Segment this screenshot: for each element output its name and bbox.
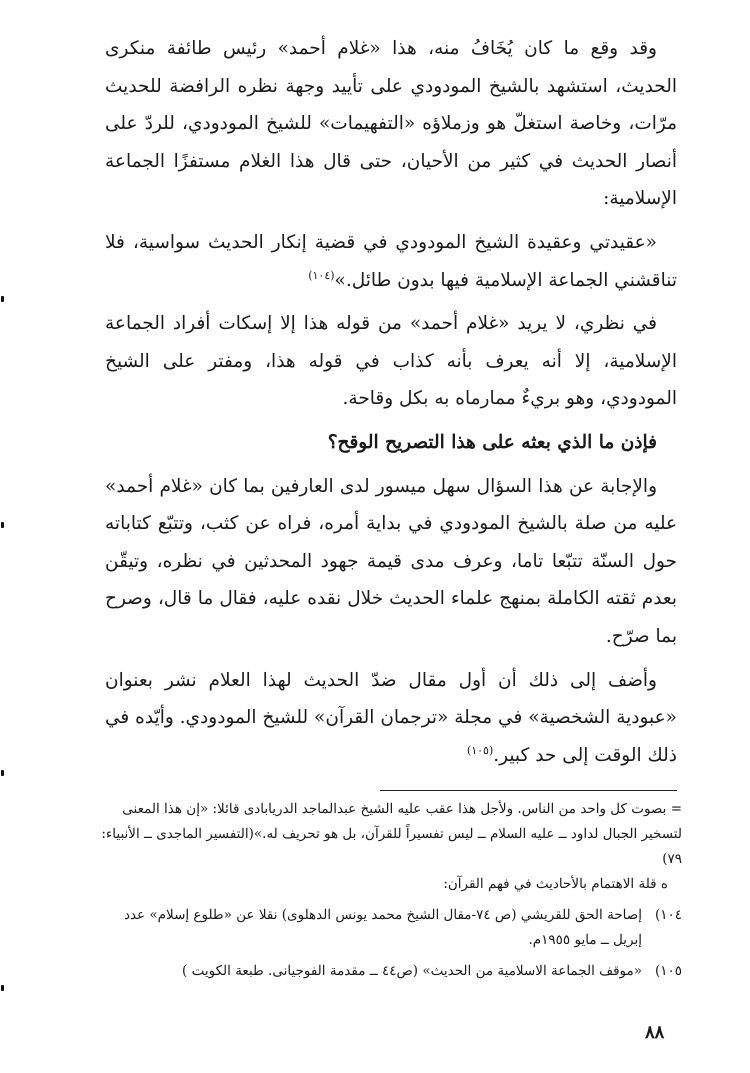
quote-text: «عقيدتي وعقيدة الشيخ المودودي في قضية إنكار الحديث سواسية، فلا تناقشني الجماعة الإسلامية فيها بدون طائل.» bbox=[105, 231, 677, 291]
ref-104: (١٠٤) bbox=[308, 268, 335, 282]
footnote-continued: = بصوت كل واحد من الناس. ولأجل هذا عقب عليه الشيخ عبدالماجد الدريابادى قائلا: «إن هذا المعنى لتسخير الجبال لداود ــ عليه السلام ــ ليس تفسيراً للقرآن، بل هو تحريف له.»(التفسير الماجدى ــ الأنبياء: ٧٩) bbox=[101, 801, 682, 867]
paragraph-answer: والإجابة عن هذا السؤال سهل ميسور لدى العارفين بما كان «غلام أحمد» عليه من صلة بالشيخ المودودي في بداية أمره، فراه عن كثب، وتتبّع كتاباته حول السنّة تتبّعا تاما، وعرف مدى قيمة جهود المحدثين في نظره، وتيقّن بعدم ثقته الكاملة بمنهج علماء الحديث خلال نقده عليه، فقال ما قال، وصرح بما صرّح. bbox=[105, 475, 677, 647]
page-number: ٨٨ bbox=[645, 1022, 665, 1043]
footnotes bbox=[95, 797, 682, 984]
paragraph-addition bbox=[105, 662, 677, 775]
paragraph-opinion: في نظري، لا يريد «غلام أحمد» من قوله هذا إلا إسكات أفراد الجماعة الإسلامية، إلا أنه يعرف بأنه كذاب في قوله هذا، ومفتر على الشيخ المودودي، وهو بريءٌ ممارماه به بكل وقاحة. bbox=[105, 313, 677, 410]
paragraph-intro: وقد وقع ما كان يُخَافُ منه، هذا «غلام أحمد» رئيس طائفة منكرى الحديث، استشهد بالشيخ المودودي على تأييد وجهة نظره الرافضة للحديث مرّات، وخاصة استغلّ هو وزملاؤه «التفهيمات» للشيخ المودودي، للردّ على أنصار الحديث في كثير من الأحيان، حتى قال هذا الغلام مستفزًا الجماعة الإسلامية: bbox=[105, 38, 677, 210]
scan-edge-mark bbox=[1, 522, 4, 528]
footnote-105 bbox=[95, 959, 682, 984]
footnote-104-text: إصاحة الحق للقريشي (ص ٧٤-مقال الشيخ محمد يونس الدهلوى) نقلا عن «طلوع إسلام» عدد إبريل ــ مايو ١٩٥٥م. bbox=[123, 907, 642, 948]
footnote-104-number: ١٠٤) bbox=[654, 907, 682, 923]
footnote-bullet: ه قلة الاهتمام بالأحاديث في فهم القرآن: bbox=[443, 876, 668, 892]
ref-105: (١٠٥) bbox=[466, 743, 494, 757]
footnote-divider bbox=[380, 790, 677, 791]
main-text bbox=[105, 30, 677, 780]
scan-edge-mark bbox=[1, 985, 4, 991]
scan-edge-mark bbox=[1, 770, 4, 776]
footnote-105-text: «موقف الجماعة الاسلامية من الحديث» (ص٤٤ ــ مقدمة الفوجيانى. طبعة الكويت ) bbox=[182, 963, 642, 979]
footnote-105-number: ١٠٥) bbox=[654, 963, 682, 979]
paragraph-quote bbox=[105, 224, 677, 299]
addition-text: وأضف إلى ذلك أن أول مقال ضدّ الحديث لهذا العلام نشر بعنوان «عبودية الشخصية» في مجلة «ترجمان القرآن» للشيخ المودودي. وأيّده في ذلك الوقت إلى حد كبير. bbox=[105, 669, 677, 766]
scan-edge-mark bbox=[1, 296, 4, 302]
footnote-104 bbox=[95, 903, 682, 953]
paragraph-question: فإذن ما الذي بعثه على هذا التصريح الوقح؟ bbox=[327, 431, 657, 453]
